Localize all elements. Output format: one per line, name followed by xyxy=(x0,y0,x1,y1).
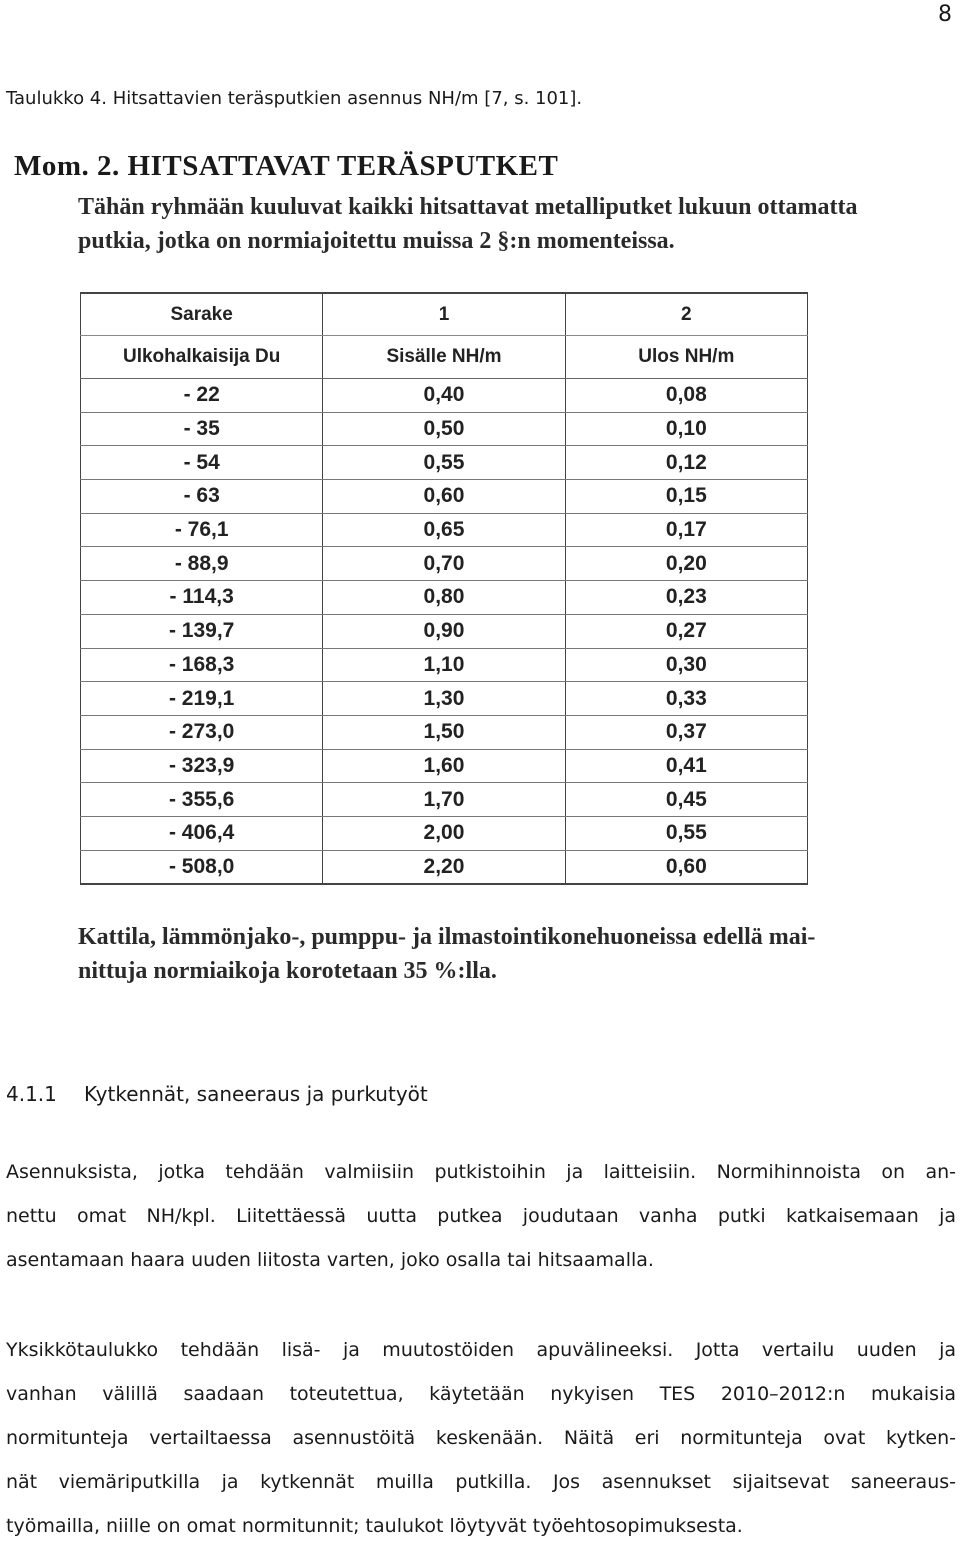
table-caption: Taulukko 4. Hitsattavien teräsputkien asennus NH/m [7, s. 101]. xyxy=(6,88,583,109)
scanned-table-figure xyxy=(0,140,960,1000)
outer-diameter-cell: - 76,1 xyxy=(81,513,323,547)
scan-note-line: nittuja normiaikoja korotetaan 35 %:lla. xyxy=(78,958,497,984)
table-row xyxy=(81,547,808,581)
table-header-row xyxy=(81,336,808,379)
table-row xyxy=(81,513,808,547)
outer-diameter-cell: - 35 xyxy=(81,412,323,446)
inside-nh-cell: 0,50 xyxy=(323,412,565,446)
inside-nh-cell: 2,00 xyxy=(323,816,565,850)
outside-nh-cell: 0,10 xyxy=(565,412,807,446)
column-header: 1 xyxy=(323,293,565,336)
inside-nh-cell: 1,60 xyxy=(323,749,565,783)
inside-nh-cell: 0,70 xyxy=(323,547,565,581)
scan-intro xyxy=(78,190,948,258)
outer-diameter-cell: - 168,3 xyxy=(81,648,323,682)
table-header-row xyxy=(81,293,808,336)
outer-diameter-cell: - 323,9 xyxy=(81,749,323,783)
inside-nh-cell: 2,20 xyxy=(323,850,565,884)
table-row xyxy=(81,850,808,884)
table-row xyxy=(81,749,808,783)
table-row xyxy=(81,682,808,716)
section-number: 4.1.1 xyxy=(6,1082,57,1106)
column-header: Ulkohalkaisija Du xyxy=(81,336,323,379)
norm-table xyxy=(80,292,808,885)
paragraph-line: Asennuksista, jotka tehdään valmiisiin putkistoihin ja laitteisiin. Normihinnoista on an- xyxy=(6,1161,956,1183)
paragraph-line: normitunteja vertailtaessa asennustöitä keskenään. Näitä eri normitunteja ovat kytken- xyxy=(6,1427,956,1449)
outer-diameter-cell: - 114,3 xyxy=(81,581,323,615)
column-header: Ulos NH/m xyxy=(565,336,807,379)
paragraph-line: Yksikkötaulukko tehdään lisä- ja muutostöiden apuvälineeksi. Jotta vertailu uuden ja xyxy=(6,1339,956,1361)
column-header: Sisälle NH/m xyxy=(323,336,565,379)
inside-nh-cell: 0,65 xyxy=(323,513,565,547)
outside-nh-cell: 0,41 xyxy=(565,749,807,783)
outside-nh-cell: 0,60 xyxy=(565,850,807,884)
outside-nh-cell: 0,33 xyxy=(565,682,807,716)
section-heading xyxy=(6,1082,428,1106)
outer-diameter-cell: - 22 xyxy=(81,379,323,413)
outside-nh-cell: 0,15 xyxy=(565,480,807,514)
table-row xyxy=(81,581,808,615)
outer-diameter-cell: - 219,1 xyxy=(81,682,323,716)
inside-nh-cell: 0,40 xyxy=(323,379,565,413)
outside-nh-cell: 0,17 xyxy=(565,513,807,547)
column-header: Sarake xyxy=(81,293,323,336)
outside-nh-cell: 0,12 xyxy=(565,446,807,480)
scan-heading: Mom. 2. HITSATTAVAT TERÄSPUTKET xyxy=(14,150,559,182)
inside-nh-cell: 1,30 xyxy=(323,682,565,716)
outer-diameter-cell: - 139,7 xyxy=(81,614,323,648)
table-body xyxy=(81,379,808,885)
table-row xyxy=(81,480,808,514)
paragraph-line: työmailla, niille on omat normitunnit; taulukot löytyvät työehtosopimuksesta. xyxy=(6,1515,743,1537)
paragraph-line: nettu omat NH/kpl. Liitettäessä uutta putkea joudutaan vanha putki katkaisemaan ja xyxy=(6,1205,956,1227)
outer-diameter-cell: - 508,0 xyxy=(81,850,323,884)
outside-nh-cell: 0,20 xyxy=(565,547,807,581)
table-row xyxy=(81,614,808,648)
outer-diameter-cell: - 273,0 xyxy=(81,715,323,749)
outer-diameter-cell: - 88,9 xyxy=(81,547,323,581)
inside-nh-cell: 1,10 xyxy=(323,648,565,682)
outer-diameter-cell: - 406,4 xyxy=(81,816,323,850)
outer-diameter-cell: - 63 xyxy=(81,480,323,514)
table-row xyxy=(81,648,808,682)
outside-nh-cell: 0,23 xyxy=(565,581,807,615)
outside-nh-cell: 0,55 xyxy=(565,816,807,850)
outer-diameter-cell: - 54 xyxy=(81,446,323,480)
scan-intro-line: putkia, jotka on normiajoitettu muissa 2 §:n momenteissa. xyxy=(78,228,675,254)
table-row xyxy=(81,816,808,850)
paragraph xyxy=(6,1150,956,1282)
inside-nh-cell: 1,50 xyxy=(323,715,565,749)
table-row xyxy=(81,379,808,413)
outside-nh-cell: 0,08 xyxy=(565,379,807,413)
inside-nh-cell: 0,90 xyxy=(323,614,565,648)
inside-nh-cell: 0,60 xyxy=(323,480,565,514)
outside-nh-cell: 0,37 xyxy=(565,715,807,749)
outside-nh-cell: 0,30 xyxy=(565,648,807,682)
table-row xyxy=(81,715,808,749)
paragraph xyxy=(6,1328,956,1548)
column-header: 2 xyxy=(565,293,807,336)
outside-nh-cell: 0,45 xyxy=(565,783,807,817)
paragraph-line: nät viemäriputkilla ja kytkennät muilla putkilla. Jos asennukset sijaitsevat saneeraus- xyxy=(6,1471,956,1493)
scan-intro-line: Tähän ryhmään kuuluvat kaikki hitsattavat metalliputket lukuun ottamatta xyxy=(78,194,858,220)
outer-diameter-cell: - 355,6 xyxy=(81,783,323,817)
scan-note-line: Kattila, lämmönjako-, pumppu- ja ilmastointikonehuoneissa edellä mai- xyxy=(78,924,816,950)
inside-nh-cell: 1,70 xyxy=(323,783,565,817)
table-row xyxy=(81,412,808,446)
paragraph-line: asentamaan haara uuden liitosta varten, joko osalla tai hitsaamalla. xyxy=(6,1249,654,1271)
table-row xyxy=(81,446,808,480)
scan-note xyxy=(78,920,948,988)
outside-nh-cell: 0,27 xyxy=(565,614,807,648)
page-number: 8 xyxy=(938,2,952,27)
paragraph-line: vanhan välillä saadaan toteutettua, käytetään nykyisen TES 2010–2012:n mukaisia xyxy=(6,1383,956,1405)
section-title: Kytkennät, saneeraus ja purkutyöt xyxy=(84,1082,428,1106)
table-row xyxy=(81,783,808,817)
inside-nh-cell: 0,80 xyxy=(323,581,565,615)
inside-nh-cell: 0,55 xyxy=(323,446,565,480)
